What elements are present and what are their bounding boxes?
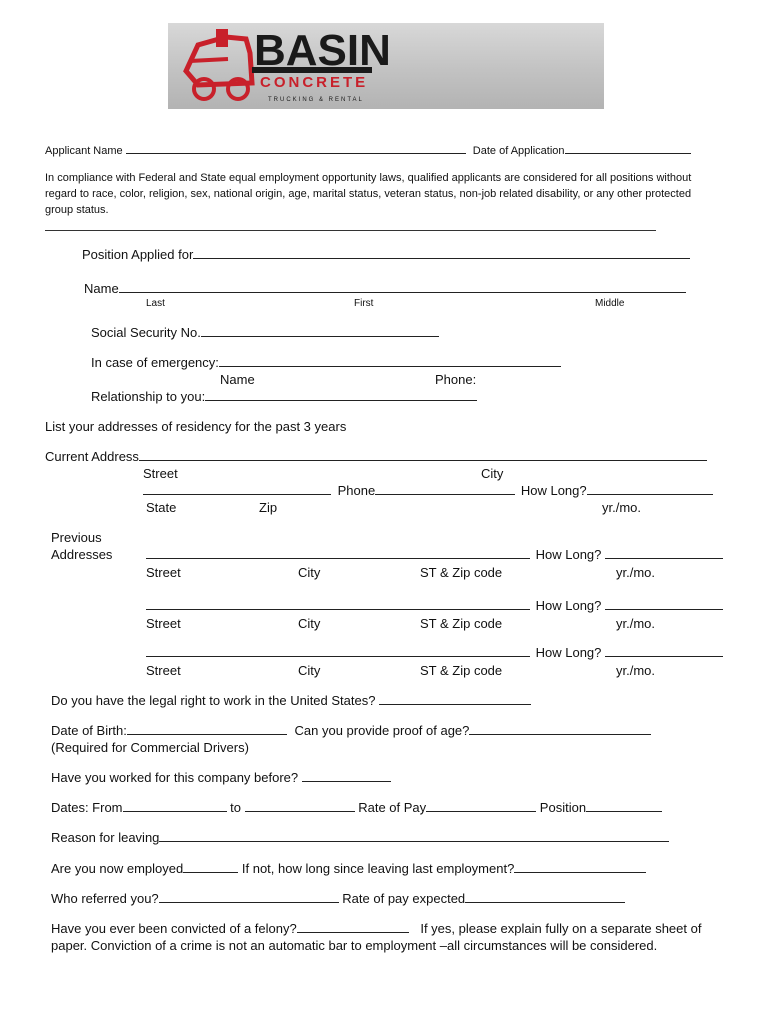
date-of-application-label: Date of Application <box>472 145 565 157</box>
previous-stzip-label-3: ST & Zip code <box>420 663 503 678</box>
name-field[interactable] <box>119 281 686 293</box>
compliance-line-1: In compliance with Federal and State equal employment opportunity laws, qualified applicants are considered for all positions without <box>45 172 692 184</box>
felony-label: Have you ever been convicted of a felony? <box>51 921 297 936</box>
previous-how-long-field-3[interactable] <box>605 645 723 657</box>
name-last-label: Last <box>146 298 165 309</box>
name-label: Name <box>84 281 119 296</box>
ssn-field[interactable] <box>201 325 439 337</box>
rate-expected-field[interactable] <box>465 891 625 903</box>
previous-how-long-field-1[interactable] <box>605 547 723 559</box>
applicant-name-field[interactable] <box>126 142 466 154</box>
previous-stzip-label-2: ST & Zip code <box>420 616 503 631</box>
addresses-intro: List your addresses of residency for the past 3 years <box>45 419 347 434</box>
dates-from-label: Dates: From <box>51 800 123 815</box>
worked-before-label: Have you worked for this company before? <box>51 770 299 785</box>
current-yrmo-label: yr./mo. <box>602 500 642 515</box>
current-phone-field[interactable] <box>375 483 515 495</box>
position-label: Position Applied for <box>82 247 194 262</box>
current-phone-label: Phone <box>337 483 376 498</box>
felony-row <box>51 921 701 936</box>
proof-age-label: Can you provide proof of age? <box>294 723 470 738</box>
truck-logo-graphic <box>168 23 604 109</box>
previous-how-long-field-2[interactable] <box>605 598 723 610</box>
position-held-label: Position <box>539 800 587 815</box>
previous-stzip-label-1: ST & Zip code <box>420 565 503 580</box>
previous-how-long-label-3: How Long? <box>535 645 602 660</box>
worked-before-field[interactable] <box>302 770 391 782</box>
current-address-label: Current Address <box>45 449 139 464</box>
previous-address-row-2 <box>146 598 723 613</box>
current-address-field[interactable] <box>139 449 707 461</box>
current-state-zip-field[interactable] <box>143 483 331 495</box>
rate-of-pay-field[interactable] <box>426 800 536 812</box>
proof-age-field[interactable] <box>469 723 651 735</box>
now-employed-field[interactable] <box>183 861 238 873</box>
compliance-line-2: regard to race, color, religion, sex, national origin, age, marital status, veteran status, non-job related disability, or any other protected <box>45 188 692 200</box>
previous-how-long-label-2: How Long? <box>535 598 602 613</box>
logo-sub-text: CONCRETE <box>260 74 369 91</box>
previous-address-field-1[interactable] <box>146 547 530 559</box>
reason-leaving-row <box>51 830 669 845</box>
current-state-label: State <box>146 500 177 515</box>
date-of-application-field[interactable] <box>565 142 691 154</box>
if-not-field[interactable] <box>514 861 646 873</box>
now-employed-label: Are you now employed <box>51 861 184 876</box>
previous-address-row-3 <box>146 645 723 660</box>
emergency-name-label: Name <box>220 372 255 387</box>
reason-leaving-label: Reason for leaving <box>51 830 160 845</box>
previous-how-long-label-1: How Long? <box>535 547 602 562</box>
dates-to-label: to <box>230 800 241 815</box>
company-logo <box>168 23 604 109</box>
logo-brand-text: BASIN <box>254 26 391 75</box>
emergency-row <box>91 355 561 370</box>
if-yes-label: If yes, please explain fully on a separate sheet of <box>420 921 702 936</box>
dob-row <box>51 723 651 738</box>
legal-right-row <box>51 693 531 708</box>
previous-street-label-3: Street <box>146 663 181 678</box>
emergency-phone-label: Phone: <box>435 372 477 387</box>
felony-note: paper. Conviction of a crime is not an automatic bar to employment –all circumstances will be considered. <box>51 938 658 953</box>
legal-right-label: Do you have the legal right to work in the United States? <box>51 693 376 708</box>
relationship-row <box>91 389 477 404</box>
previous-address-field-3[interactable] <box>146 645 530 657</box>
referred-field[interactable] <box>159 891 339 903</box>
current-how-long-label: How Long? <box>520 483 587 498</box>
previous-street-label-1: Street <box>146 565 181 580</box>
previous-label-1: Previous <box>51 530 102 545</box>
current-zip-label: Zip <box>259 500 278 515</box>
relationship-label: Relationship to you: <box>91 389 206 404</box>
position-row <box>82 247 690 262</box>
dob-label: Date of Birth: <box>51 723 127 738</box>
previous-city-label-2: City <box>298 616 321 631</box>
previous-yrmo-label-1: yr./mo. <box>616 565 656 580</box>
relationship-field[interactable] <box>205 389 477 401</box>
current-how-long-field[interactable] <box>587 483 713 495</box>
current-state-row <box>143 483 713 498</box>
if-not-label: If not, how long since leaving last employment? <box>241 861 515 876</box>
name-middle-label: Middle <box>595 298 625 309</box>
dates-to-field[interactable] <box>245 800 355 812</box>
dates-from-field[interactable] <box>123 800 227 812</box>
previous-street-label-2: Street <box>146 616 181 631</box>
logo-tagline: TRUCKING & RENTAL <box>268 97 364 103</box>
required-cdl-note: (Required for Commercial Drivers) <box>51 740 249 755</box>
previous-address-row-1 <box>146 547 723 562</box>
current-address-row <box>45 449 707 464</box>
current-city-label: City <box>481 466 504 481</box>
applicant-name-label: Applicant Name <box>45 145 123 157</box>
position-held-field[interactable] <box>586 800 662 812</box>
previous-label-2: Addresses <box>51 547 113 562</box>
previous-city-label-3: City <box>298 663 321 678</box>
applicant-name-row <box>45 142 691 157</box>
felony-field[interactable] <box>297 921 409 933</box>
truck-stripe <box>190 59 228 61</box>
referred-row <box>51 891 625 906</box>
reason-leaving-field[interactable] <box>159 830 669 842</box>
compliance-line-3: group status. <box>45 204 109 216</box>
dates-row <box>51 800 662 815</box>
worked-before-row <box>51 770 391 785</box>
previous-yrmo-label-3: yr./mo. <box>616 663 656 678</box>
legal-right-field[interactable] <box>379 693 531 705</box>
name-first-label: First <box>354 298 374 309</box>
previous-address-field-2[interactable] <box>146 598 530 610</box>
truck-wheel <box>194 79 214 99</box>
emergency-label: In case of emergency: <box>91 355 219 370</box>
rate-of-pay-label: Rate of Pay <box>358 800 427 815</box>
section-divider <box>45 230 656 231</box>
position-field[interactable] <box>193 247 690 259</box>
truck-stack <box>216 29 228 47</box>
now-employed-row <box>51 861 646 876</box>
current-street-label: Street <box>143 466 178 481</box>
ssn-label: Social Security No. <box>91 325 201 340</box>
emergency-field[interactable] <box>219 355 561 367</box>
name-row <box>84 281 686 296</box>
dob-field[interactable] <box>127 723 287 735</box>
previous-yrmo-label-2: yr./mo. <box>616 616 656 631</box>
ssn-row <box>91 325 439 340</box>
previous-city-label-1: City <box>298 565 321 580</box>
rate-expected-label: Rate of pay expected <box>342 891 466 906</box>
referred-label: Who referred you? <box>51 891 159 906</box>
